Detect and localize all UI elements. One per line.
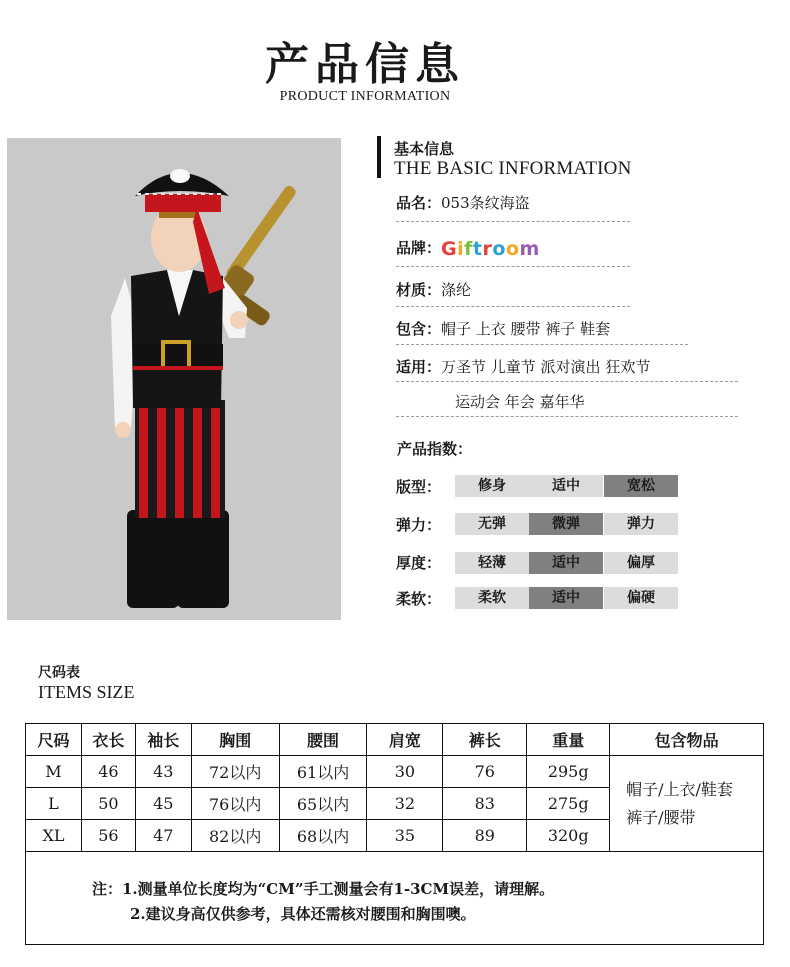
divider — [396, 416, 738, 417]
info-row-occasions-cont — [455, 391, 585, 412]
divider — [396, 381, 738, 382]
table-cell: 45 — [135, 788, 191, 820]
size-table — [25, 723, 764, 852]
basic-info-heading-en: THE BASIC INFORMATION — [394, 158, 632, 179]
product-index-heading: 产品指数： — [397, 440, 473, 458]
divider — [396, 306, 630, 307]
index-label-softness: 柔软： — [396, 590, 442, 608]
index-option: 偏厚 — [604, 552, 678, 574]
table-cell: 46 — [81, 756, 135, 788]
index-option: 无弹 — [455, 513, 529, 535]
included-items-line: 裤子/腰带 — [626, 807, 696, 827]
index-option-selected: 微弹 — [529, 513, 603, 535]
included-items-cell — [610, 756, 764, 852]
product-photo — [7, 138, 341, 620]
table-cell: 56 — [81, 820, 135, 852]
page-title: 产品信息 — [265, 39, 465, 90]
column-header: 尺码 — [26, 724, 82, 756]
basic-info-heading: 基本信息 — [394, 140, 455, 158]
index-option: 适中 — [529, 475, 603, 497]
table-cell: 76以内 — [191, 788, 279, 820]
table-cell: 68以内 — [279, 820, 367, 852]
table-cell: L — [26, 788, 82, 820]
table-cell: 32 — [367, 788, 443, 820]
info-label: 品名： — [396, 194, 442, 212]
info-label: 材质： — [396, 281, 442, 299]
table-cell: 65以内 — [279, 788, 367, 820]
index-label-stretch: 弹力： — [396, 516, 442, 534]
pirate-costume-illustration — [7, 138, 341, 620]
divider — [396, 344, 688, 345]
info-label: 品牌： — [396, 239, 442, 257]
index-option-selected: 适中 — [529, 587, 603, 609]
table-cell: 47 — [135, 820, 191, 852]
brand-logo: Giftroom — [441, 238, 540, 260]
page-subtitle: PRODUCT INFORMATION — [279, 89, 451, 104]
table-cell: 30 — [367, 756, 443, 788]
column-header: 胸围 — [191, 724, 279, 756]
index-option: 修身 — [455, 475, 529, 497]
column-header: 包含物品 — [610, 724, 764, 756]
info-value: 帽子 上衣 腰带 裤子 鞋套 — [441, 320, 611, 338]
info-row-material — [396, 279, 471, 300]
table-cell: 61以内 — [279, 756, 367, 788]
table-cell: 295g — [527, 756, 610, 788]
table-cell: 35 — [367, 820, 443, 852]
table-cell: M — [26, 756, 82, 788]
info-value: 万圣节 儿童节 派对演出 狂欢节 — [441, 358, 651, 376]
table-cell: 89 — [443, 820, 527, 852]
table-cell: XL — [26, 820, 82, 852]
table-cell: 275g — [527, 788, 610, 820]
index-option-selected: 适中 — [529, 552, 603, 574]
size-chart-heading: 尺码表 — [38, 665, 80, 681]
index-label-thickness: 厚度： — [396, 554, 442, 572]
column-header: 袖长 — [135, 724, 191, 756]
notes-box — [25, 850, 764, 945]
index-option: 弹力 — [604, 513, 678, 535]
column-header: 衣长 — [81, 724, 135, 756]
info-label: 包含： — [396, 320, 442, 338]
included-items-line: 帽子/上衣/鞋套 — [626, 779, 733, 799]
table-row — [26, 756, 764, 788]
index-option: 偏硬 — [604, 587, 678, 609]
table-cell: 72以内 — [191, 756, 279, 788]
note-line: 注：1.测量单位长度均为“CM”手工测量会有1-3CM误差，请理解。 — [92, 880, 555, 898]
note-line: 2.建议身高仅供参考，具体还需核对腰围和胸围噢。 — [130, 905, 476, 923]
table-cell: 320g — [527, 820, 610, 852]
column-header: 裤长 — [443, 724, 527, 756]
info-row-occasions — [396, 356, 650, 377]
info-row-name — [396, 192, 530, 213]
index-label-fit: 版型： — [396, 478, 442, 496]
divider — [396, 221, 630, 222]
index-option: 柔软 — [455, 587, 529, 609]
section-accent-bar — [377, 136, 381, 178]
column-header: 腰围 — [279, 724, 367, 756]
table-cell: 50 — [81, 788, 135, 820]
table-cell: 83 — [443, 788, 527, 820]
info-row-brand — [396, 236, 540, 258]
table-header-row — [26, 724, 764, 756]
column-header: 肩宽 — [367, 724, 443, 756]
index-option-selected: 宽松 — [604, 475, 678, 497]
info-row-includes — [396, 318, 610, 339]
table-cell: 43 — [135, 756, 191, 788]
column-header: 重量 — [527, 724, 610, 756]
table-cell: 76 — [443, 756, 527, 788]
table-cell: 82以内 — [191, 820, 279, 852]
divider — [396, 266, 630, 267]
info-value: 053条纹海盗 — [441, 194, 530, 212]
info-label: 适用： — [396, 358, 442, 376]
index-option: 轻薄 — [455, 552, 529, 574]
size-chart-heading-en: ITEMS SIZE — [38, 682, 135, 702]
info-value: 运动会 年会 嘉年华 — [455, 393, 585, 411]
info-value: 涤纶 — [441, 281, 472, 299]
